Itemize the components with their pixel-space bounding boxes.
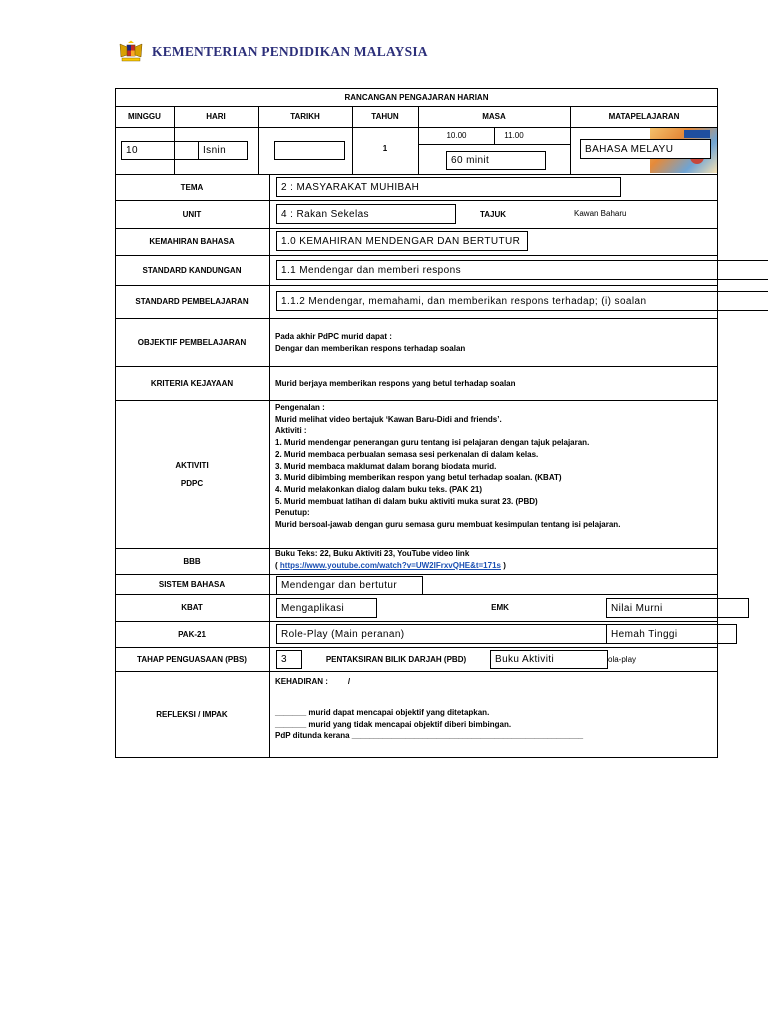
unit-field[interactable]: 4 : Rakan Sekelas bbox=[276, 204, 456, 224]
list-item: 2. Murid membaca perbualan semasa sesi perkenalan di dalam kelas. bbox=[275, 449, 539, 459]
kriteria-text: Murid berjaya memberikan respons yang betul terhadap soalan bbox=[275, 379, 516, 388]
col-matapelajaran: MATAPELAJARAN bbox=[608, 112, 680, 121]
label-emk: EMK bbox=[491, 603, 509, 612]
tahun-value: 1 bbox=[382, 144, 388, 153]
label-pbd: PENTAKSIRAN BILIK DARJAH (PBD) bbox=[325, 654, 467, 664]
col-tarikh: TARIKH bbox=[290, 112, 320, 121]
list-item: Murid melihat video bertajuk ‘Kawan Baru-Didi and friends’. bbox=[275, 414, 502, 424]
label-refleksi: REFLEKSI / IMPAK bbox=[156, 710, 228, 719]
kbat-field[interactable]: Mengaplikasi bbox=[276, 598, 377, 618]
label-pdpc: PDPC bbox=[180, 478, 204, 488]
label-bbb: BBB bbox=[183, 557, 201, 566]
malaysia-crest-icon bbox=[118, 40, 144, 64]
list-item: Aktiviti : bbox=[275, 426, 307, 436]
col-hari: HARI bbox=[206, 112, 226, 121]
list-item: 4. Murid melakonkan dialog dalam buku teks. (PAK 21) bbox=[275, 484, 483, 494]
pbd-field[interactable]: Buku Aktiviti bbox=[490, 650, 608, 669]
masa-start: 10.00 bbox=[446, 131, 467, 140]
label-standard-pembelajaran: STANDARD PEMBELAJARAN bbox=[135, 297, 249, 306]
refleksi-lines: _______ murid dapat mencapai objektif yang ditetapkan. _______ murid yang tidak mencapai objektif diberi bimbingan. PdP ditunda kerana ____________________________________________________ bbox=[275, 708, 584, 741]
tarikh-field[interactable] bbox=[274, 141, 345, 160]
list-item: 3. Murid membaca maklumat dalam borang biodata murid. bbox=[275, 461, 497, 471]
col-minggu: MINGGU bbox=[128, 112, 161, 121]
list-item: Murid bersoal-jawab dengan guru semasa guru membuat kesimpulan tentang isi pelajaran. bbox=[275, 520, 621, 530]
matapelajaran-field[interactable]: BAHASA MELAYU bbox=[580, 139, 711, 159]
label-tahap: TAHAP PENGUASAAN (PBS) bbox=[137, 654, 247, 664]
list-item: 3. Murid dibimbing memberikan respon yang betul terhadap soalan. (KBAT) bbox=[275, 473, 562, 483]
list-item: Pengenalan : bbox=[275, 403, 325, 412]
minggu-field[interactable]: 10 bbox=[121, 141, 199, 160]
col-tahun: TAHUN bbox=[371, 112, 399, 121]
kehadiran: KEHADIRAN : / bbox=[275, 677, 351, 686]
masa-end: 11.00 bbox=[504, 131, 524, 140]
sk-field[interactable]: 1.1 Mendengar dan memberi respons bbox=[276, 260, 768, 280]
pak21-field[interactable]: Role-Play (Main peranan) bbox=[276, 624, 607, 644]
label-tema: TEMA bbox=[180, 182, 204, 192]
youtube-link[interactable]: https://www.youtube.com/watch?v=UW2IFrxvQHE&t=171s bbox=[279, 560, 501, 570]
label-pak21: PAK-21 bbox=[178, 629, 206, 639]
hari-field[interactable]: Isnin bbox=[198, 141, 248, 160]
emk-field[interactable]: Nilai Murni bbox=[606, 598, 749, 618]
aktiviti-list bbox=[275, 402, 620, 531]
tajuk-value: Kawan Baharu bbox=[574, 209, 627, 218]
list-item: Penutup: bbox=[275, 508, 310, 518]
pbd-extra: ola-play bbox=[608, 655, 637, 664]
list-item: 1. Murid mendengar penerangan guru tentang isi pelajaran dengan tajuk pelajaran. bbox=[275, 438, 590, 448]
label-kriteria: KRITERIA KEJAYAAN bbox=[150, 378, 234, 388]
kemahiran-field[interactable]: 1.0 KEMAHIRAN MENDENGAR DAN BERTUTUR bbox=[276, 231, 528, 251]
label-standard-kandungan: STANDARD KANDUNGAN bbox=[142, 265, 242, 275]
label-kbat: KBAT bbox=[181, 603, 203, 612]
label-unit: UNIT bbox=[182, 209, 202, 219]
table-title: RANCANGAN PENGAJARAN HARIAN bbox=[344, 92, 489, 102]
label-kemahiran: KEMAHIRAN BAHASA bbox=[149, 237, 235, 246]
tahap-field[interactable]: 3 bbox=[276, 650, 302, 669]
label-tajuk: TAJUK bbox=[479, 209, 507, 219]
bbb-text: Buku Teks: 22, Buku Aktiviti 23, YouTube video link ( https://www.youtube.com/watch?v=UW2IFrxvQHE&t=171s ) bbox=[275, 549, 506, 570]
label-aktiviti: AKTIVITI bbox=[175, 460, 209, 470]
objektif-text: Pada akhir PdPC murid dapat : Dengar dan memberikan respons terhadap soalan bbox=[275, 332, 466, 353]
label-sistem-bahasa: SISTEM BAHASA bbox=[158, 579, 226, 589]
col-masa: MASA bbox=[482, 112, 506, 121]
pak21-field-2[interactable]: Hemah Tinggi bbox=[606, 624, 737, 644]
ministry-name: KEMENTERIAN PENDIDIKAN MALAYSIA bbox=[152, 44, 428, 59]
list-item: 5. Murid membuat latihan di dalam buku aktiviti muka surat 23. (PBD) bbox=[275, 496, 538, 506]
sistem-bahasa-field[interactable]: Mendengar dan bertutur bbox=[276, 576, 423, 595]
durasi-field[interactable]: 60 minit bbox=[446, 151, 546, 170]
tema-field[interactable]: 2 : MASYARAKAT MUHIBAH bbox=[276, 177, 621, 197]
label-objektif: OBJEKTIF PEMBELAJARAN bbox=[137, 337, 247, 347]
ministry-header bbox=[118, 40, 428, 64]
sp-field[interactable]: 1.1.2 Mendengar, memahami, dan memberikan respons terhadap; (i) soalan bbox=[276, 291, 768, 311]
